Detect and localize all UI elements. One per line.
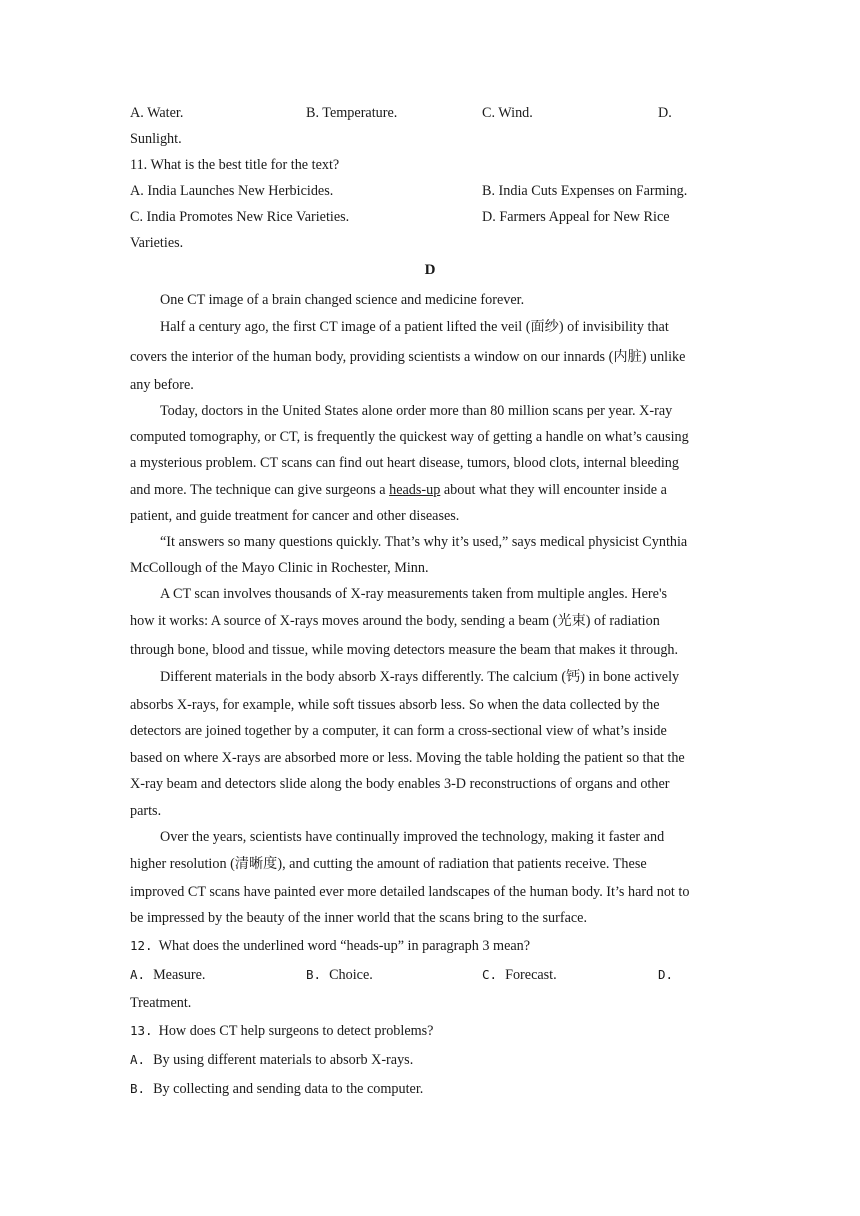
passage-p7-line3: improved CT scans have painted ever more detailed landscapes of the human body. It’s hard not to xyxy=(130,884,690,900)
passage-p5-line3: through bone, blood and tissue, while moving detectors measure the beam that makes it through. xyxy=(130,642,679,658)
q12-option-a-letter: A. xyxy=(130,967,146,982)
q12-option-d-letter-text: D. xyxy=(658,967,674,982)
q10-option-d-letter: D. xyxy=(658,105,672,121)
passage-p6-line2: absorbs X-rays, for example, while soft tissues absorb less. So when the data collected by the xyxy=(130,697,660,713)
q13-option-b-letter: B. xyxy=(130,1081,146,1096)
p3-line4-pre: and more. The technique can give surgeons a xyxy=(130,482,390,498)
q10-option-d-text: Sunlight. xyxy=(130,131,182,147)
q13-stem: How does CT help surgeons to detect problems? xyxy=(158,1023,434,1039)
q13-option-a xyxy=(130,1051,413,1069)
passage-p5-line2: how it works: A source of X-rays moves around the body, sending a beam (光束) of radiation xyxy=(130,613,660,629)
q12-number: 12. xyxy=(130,938,153,953)
q12-option-c xyxy=(482,966,557,984)
q12-option-a-text: Measure. xyxy=(153,967,206,983)
q12-stem: What does the underlined word “heads-up” in paragraph 3 mean? xyxy=(158,938,531,954)
q12-option-b-text: Choice. xyxy=(329,967,373,983)
passage-p7-line1: Over the years, scientists have continually improved the technology, making it faster and xyxy=(160,829,665,845)
q13-stem-line xyxy=(130,1022,433,1040)
q11-option-c: C. India Promotes New Rice Varieties. xyxy=(130,209,350,225)
q13-option-a-text: By using different materials to absorb X-rays. xyxy=(153,1052,414,1068)
passage-paragraph-1: One CT image of a brain changed science and medicine forever. xyxy=(160,292,525,308)
q12-option-b-letter: B. xyxy=(306,967,322,982)
q10-option-b: B. Temperature. xyxy=(306,105,398,121)
passage-p6-line6: parts. xyxy=(130,803,162,819)
q12-option-c-text: Forecast. xyxy=(505,967,557,983)
q10-option-c: C. Wind. xyxy=(482,105,533,121)
passage-p4-line1: “It answers so many questions quickly. That’s why it’s used,” says medical physicist Cynthia xyxy=(160,534,688,550)
q13-option-a-letter: A. xyxy=(130,1052,146,1067)
passage-p6-line5: X-ray beam and detectors slide along the body enables 3-D reconstructions of organs and other xyxy=(130,776,670,792)
passage-p3-line1: Today, doctors in the United States alone order more than 80 million scans per year. X-ray xyxy=(160,403,673,419)
q13-number: 13. xyxy=(130,1023,153,1038)
underlined-word-heads-up: heads-up xyxy=(389,482,441,498)
passage-p3-line4 xyxy=(130,481,667,499)
q10-option-a: A. Water. xyxy=(130,105,184,121)
q12-option-a xyxy=(130,966,205,984)
section-heading: D xyxy=(424,262,436,278)
passage-p2-line3: any before. xyxy=(130,377,194,393)
q12-stem-line xyxy=(130,937,530,955)
q11-option-d-line1: D. Farmers Appeal for New Rice xyxy=(482,209,670,225)
q11-stem: 11. What is the best title for the text? xyxy=(130,157,340,173)
q12-option-c-letter: C. xyxy=(482,967,498,982)
passage-p6-line4: based on where X-rays are absorbed more or less. Moving the table holding the patient so that the xyxy=(130,750,685,766)
passage-p3-line5: patient, and guide treatment for cancer and other diseases. xyxy=(130,508,460,524)
passage-p7-line2: higher resolution (清晰度), and cutting the amount of radiation that patients receive. These xyxy=(130,856,647,872)
passage-p2-line1: Half a century ago, the first CT image of a patient lifted the veil (面纱) of invisibility that xyxy=(160,319,669,335)
q13-option-b xyxy=(130,1080,423,1098)
q11-option-b: B. India Cuts Expenses on Farming. xyxy=(482,183,688,199)
passage-p2-line2: covers the interior of the human body, providing scientists a window on our innards (内脏) unlike xyxy=(130,349,686,365)
passage-p4-line2: McCollough of the Mayo Clinic in Rochester, Minn. xyxy=(130,560,429,576)
q12-option-d-text: Treatment. xyxy=(130,995,192,1011)
q11-option-d-line2: Varieties. xyxy=(130,235,184,251)
p3-line4-post: about what they will encounter inside a xyxy=(440,482,667,498)
passage-p7-line4: be impressed by the beauty of the inner world that the scans bring to the surface. xyxy=(130,910,588,926)
q13-option-b-text: By collecting and sending data to the computer. xyxy=(153,1081,424,1097)
passage-p6-line3: detectors are joined together by a computer, it can form a cross-sectional view of what’s inside xyxy=(130,723,667,739)
q11-option-a: A. India Launches New Herbicides. xyxy=(130,183,334,199)
q12-option-d-letter xyxy=(658,966,681,984)
passage-p3-line3: a mysterious problem. CT scans can find out heart disease, tumors, blood clots, internal bleeding xyxy=(130,455,679,471)
passage-p6-line1: Different materials in the body absorb X-rays differently. The calcium (钙) in bone actively xyxy=(160,669,680,685)
q12-option-b xyxy=(306,966,373,984)
passage-p5-line1: A CT scan involves thousands of X-ray measurements taken from multiple angles. Here's xyxy=(160,586,668,602)
passage-p3-line2: computed tomography, or CT, is frequently the quickest way of getting a handle on what’s causing xyxy=(130,429,689,445)
